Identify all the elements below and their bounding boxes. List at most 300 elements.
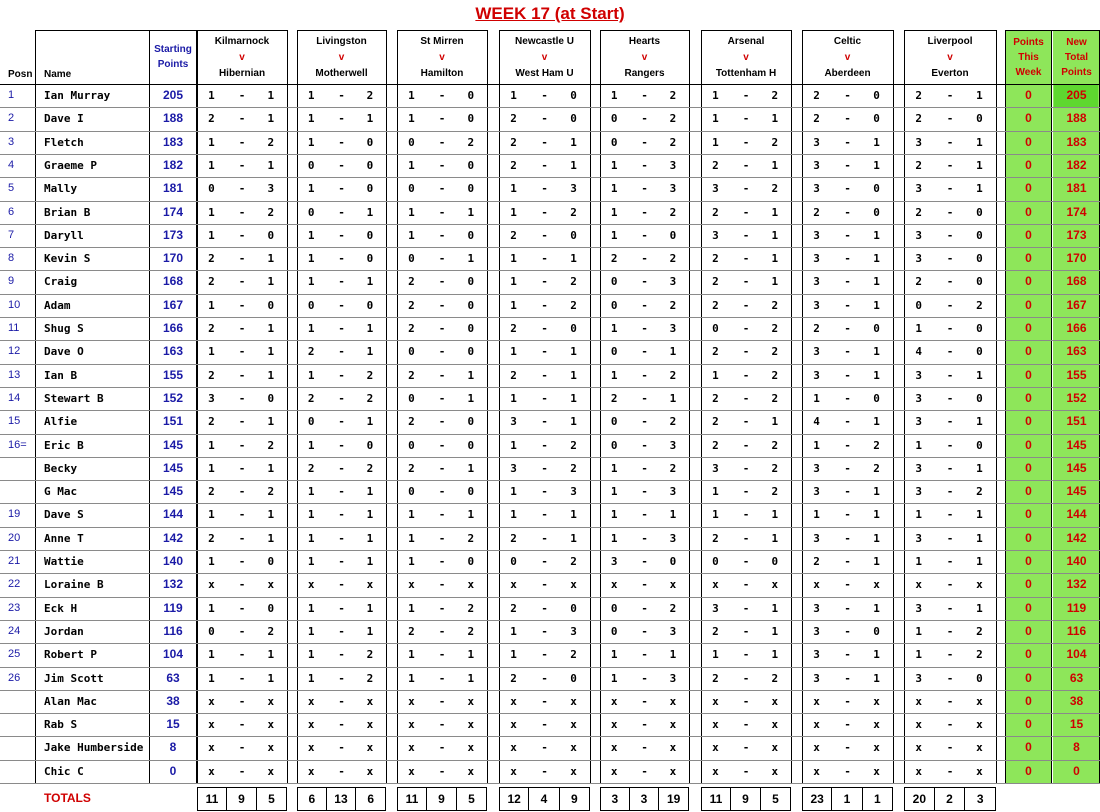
row-pred-away: 0 [873,89,880,102]
row-pred-home: x [408,764,415,778]
row-pred-away: x [366,764,374,778]
row-pred-home: 1 [610,461,618,475]
grid-top-line [197,30,287,31]
row-pred-dash: - [946,415,954,429]
row-pred-away: 1 [366,601,374,615]
row-pred-home: 1 [813,438,820,452]
row-pred-home: 3 [813,624,820,638]
row-points-this-week: 0 [1025,111,1032,126]
row-name: Craig [44,275,78,289]
row-pred-dash: - [541,158,548,172]
row-pred-home: 0 [610,298,618,312]
row-pred-home: 3 [610,555,618,568]
row-pred-dash: - [541,182,548,196]
row-pred-away: 1 [570,415,577,429]
grid-top-line [397,30,487,31]
row-name: Jordan [44,624,84,638]
row-pred-away: 3 [267,182,275,196]
row-pred-home: x [712,718,719,732]
grid-vline [996,30,997,783]
row-pred-dash: - [438,89,446,102]
row-pred-home: 0 [408,252,415,266]
row-pred-dash: - [641,601,648,615]
row-pred-home: 0 [408,438,415,452]
row-pred-dash: - [438,764,446,778]
row-pred-dash: - [338,601,345,615]
row-pred-dash: - [238,718,246,732]
row-pred-dash: - [338,135,345,149]
fixture-away-5: Tottenham H [715,68,777,79]
row-pred-dash: - [742,275,750,289]
row-pred-away: 2 [669,298,677,312]
row-pred-dash: - [946,694,954,708]
row-pred-away: 1 [267,531,275,545]
row-pred-dash: - [641,322,648,335]
row-pred-home: 1 [208,461,215,475]
row-pred-dash: - [438,531,446,545]
row-pred-dash: - [438,648,446,662]
row-pred-away: 1 [873,345,880,359]
row-pred-home: 0 [610,624,618,638]
row-pred-home: 1 [307,135,315,149]
row-starting-points: 151 [162,414,184,429]
row-pred-away: 1 [771,601,779,615]
row-pred-home: 0 [610,275,618,289]
row-pred-away: 2 [669,415,677,429]
row-name: Alfie [44,415,78,429]
row-starting-points: 152 [162,390,184,405]
row-pred-away: 1 [570,252,577,266]
row-pred-away: 1 [771,112,779,126]
row-name: Becky [44,461,78,475]
row-pred-home: 1 [510,345,517,359]
row-new-total-points: 166 [1066,321,1087,335]
row-pred-away: 2 [669,89,677,102]
row-pred-away: x [976,741,983,755]
row-pred-away: 2 [771,135,779,149]
row-pred-away: x [366,741,374,755]
row-pred-home: 2 [712,275,719,289]
row-pred-home: 1 [915,322,923,335]
row-pred-away: 0 [570,89,577,102]
row-pred-dash: - [844,368,851,382]
row-pred-home: 1 [510,391,517,405]
totals-cell: 23 [802,787,832,811]
fixture-vs-6: v [844,52,851,63]
row-pred-away: 2 [771,391,779,405]
row-pred-dash: - [238,531,246,545]
row-posn: 10 [8,298,21,311]
row-pred-away: x [570,578,577,592]
fixture-home-6: Celtic [833,36,862,47]
row-name: Eric B [44,438,84,452]
row-points-this-week: 0 [1025,530,1032,545]
row-pred-home: 1 [510,89,517,102]
row-pred-away: 1 [467,461,475,475]
row-pred-dash: - [946,298,954,312]
row-pred-away: 0 [467,322,475,335]
row-points-this-week: 0 [1025,88,1032,102]
row-pred-home: 1 [610,89,618,102]
row-pred-dash: - [541,718,548,732]
row-pred-away: 2 [267,205,275,219]
row-pred-away: 1 [570,345,577,359]
totals-label: TOTALS [44,791,91,805]
row-pred-home: 3 [915,391,923,405]
row-new-total-points: 205 [1066,88,1087,102]
row-pred-dash: - [541,694,548,708]
row-points-this-week: 0 [1025,600,1032,615]
row-pred-away: 0 [570,112,577,126]
grid-vline [287,30,288,783]
row-pred-dash: - [541,624,548,638]
row-pred-dash: - [844,578,851,592]
row-pred-home: x [408,694,415,708]
row-pred-home: 2 [915,205,923,219]
row-pred-away: 1 [873,601,880,615]
row-pred-dash: - [742,508,750,522]
row-pred-away: x [873,741,880,755]
row-pred-dash: - [541,298,548,312]
row-pred-dash: - [844,741,851,755]
row-pred-away: 1 [267,112,275,126]
row-pred-dash: - [946,718,954,732]
grid-vline [791,30,792,783]
row-pred-away: 1 [771,252,779,266]
row-pred-away: 1 [669,648,677,662]
row-pred-home: 2 [510,135,517,149]
row-pred-home: 1 [307,228,315,242]
row-pred-dash: - [946,531,954,545]
row-pred-away: x [669,718,677,732]
row-pred-dash: - [641,671,648,685]
row-pred-away: 1 [267,368,275,382]
row-pred-dash: - [438,345,446,359]
row-pred-away: x [267,694,275,708]
row-pred-home: 2 [712,624,719,638]
row-pred-home: 2 [208,112,215,126]
row-posn [8,457,38,480]
row-name: Rab S [44,718,78,732]
row-pred-dash: - [541,438,548,452]
row-pred-dash: - [541,601,548,615]
row-pred-away: 1 [570,531,577,545]
row-starting-points: 145 [162,460,184,475]
row-points-this-week: 0 [1025,740,1032,755]
row-pred-away: 2 [570,555,577,568]
row-posn: 20 [8,531,21,544]
row-pred-away: 1 [366,624,374,638]
row-pred-away: 1 [976,415,983,429]
row-pred-dash: - [238,601,246,615]
row-pred-home: 1 [307,671,315,685]
row-pred-home: 2 [510,671,517,685]
row-pred-dash: - [541,89,548,102]
row-pred-dash: - [641,135,648,149]
row-pred-dash: - [844,158,851,172]
row-pred-dash: - [742,485,750,499]
fixture-vs-4: v [641,52,648,63]
row-pred-dash: - [946,89,954,102]
row-pred-away: 0 [873,322,880,335]
row-posn: 26 [8,671,21,684]
row-pred-home: 1 [712,135,719,149]
row-pred-away: 1 [976,555,983,568]
totals-cell: 2 [935,787,966,811]
row-name: Dave I [44,112,84,126]
row-pred-dash: - [238,671,246,685]
row-new-total-points: 168 [1066,274,1087,289]
row-pred-dash: - [844,555,851,568]
row-pred-away: 0 [467,112,475,126]
row-pred-away: 0 [467,158,475,172]
row-pred-away: 2 [669,205,677,219]
fixture-home-2: St Mirren [420,36,464,47]
row-pred-home: 0 [208,182,215,196]
row-posn: 12 [8,345,21,358]
row-pred-home: 2 [208,368,215,382]
row-name: Alan Mac [44,694,97,708]
row-pred-away: x [570,718,577,732]
row-pred-away: 1 [366,322,374,335]
row-new-total-points: 15 [1069,717,1084,732]
row-pred-home: 0 [510,555,517,568]
row-posn: 7 [8,228,15,241]
row-pred-away: 3 [669,438,677,452]
totals-cell: 5 [457,787,487,811]
row-pred-dash: - [641,531,648,545]
row-pred-dash: - [844,508,851,522]
row-pred-away: 0 [976,112,983,126]
row-pred-home: 1 [307,508,315,522]
row-pred-away: 2 [771,89,779,102]
row-pred-dash: - [541,461,548,475]
row-pred-away: x [771,741,779,755]
row-pred-away: 0 [366,228,374,242]
row-pred-away: 3 [669,158,677,172]
totals-cell: 11 [197,787,227,811]
row-starting-points: 155 [162,367,184,382]
fixture-vs-1: v [338,52,345,63]
row-pred-home: x [915,694,923,708]
row-pred-home: 2 [610,391,618,405]
row-pred-dash: - [238,485,246,499]
row-pred-dash: - [338,508,345,522]
row-points-this-week: 0 [1025,134,1032,149]
row-pred-home: 1 [610,368,618,382]
row-pred-home: 1 [208,228,215,242]
row-pred-away: 0 [366,438,374,452]
row-name: Robert P [44,648,97,662]
row-pred-dash: - [438,718,446,732]
totals-cell: 1 [832,787,862,811]
row-pred-dash: - [238,741,246,755]
row-pred-home: 1 [208,89,215,102]
grid-vline [297,30,298,783]
row-pred-home: 3 [915,135,923,149]
row-pred-home: 3 [712,461,719,475]
row-pred-away: 1 [976,135,983,149]
row-pred-away: 0 [976,391,983,405]
row-pred-home: 1 [813,391,820,405]
row-pred-dash: - [238,345,246,359]
row-pred-away: 0 [467,275,475,289]
row-pred-dash: - [844,298,851,312]
row-pred-home: 2 [208,531,215,545]
row-pred-away: x [771,718,779,732]
row-pred-dash: - [844,228,851,242]
row-pred-dash: - [541,531,548,545]
row-pred-away: 2 [267,438,275,452]
row-pred-home: 2 [408,322,415,335]
row-pred-dash: - [946,578,954,592]
row-pred-away: 1 [976,89,983,102]
row-pred-away: 2 [467,601,475,615]
row-pred-away: 0 [976,322,983,335]
row-pred-home: 1 [510,438,517,452]
row-pred-away: x [976,694,983,708]
grid-vline [893,30,894,783]
row-starting-points: 140 [162,554,184,568]
row-pred-away: 2 [771,182,779,196]
row-pred-home: 2 [307,461,315,475]
row-pred-dash: - [238,112,246,126]
row-pred-away: 1 [873,158,880,172]
row-pred-away: 2 [467,624,475,638]
row-pred-away: 1 [267,648,275,662]
row-pred-dash: - [238,391,246,405]
row-pred-away: 0 [873,205,880,219]
row-pred-dash: - [641,555,648,568]
row-pred-dash: - [641,205,648,219]
row-pred-dash: - [844,391,851,405]
row-pred-away: 2 [669,252,677,266]
row-pred-home: 2 [208,415,215,429]
grid-top-line [802,30,893,31]
row-pred-dash: - [844,345,851,359]
row-pred-home: 3 [813,531,820,545]
row-new-total-points: 151 [1066,414,1087,429]
row-pred-home: 3 [915,368,923,382]
row-pred-away: 1 [467,205,475,219]
row-pred-dash: - [338,555,345,568]
row-pred-dash: - [238,252,246,266]
row-pred-home: 1 [307,648,315,662]
row-posn [8,480,38,503]
row-pred-dash: - [438,624,446,638]
row-pred-away: 1 [570,391,577,405]
row-pred-away: x [873,764,880,778]
row-pred-dash: - [238,624,246,638]
row-pred-dash: - [641,461,648,475]
row-posn: 2 [8,112,15,125]
row-pred-away: x [771,578,779,592]
row-new-total-points: 167 [1066,297,1087,312]
row-pred-dash: - [844,485,851,499]
row-pred-home: 3 [915,415,923,429]
row-pred-dash: - [238,438,246,452]
row-points-this-week: 0 [1025,554,1032,568]
row-pred-dash: - [742,601,750,615]
row-posn: 25 [8,648,21,661]
grid-vline [600,30,601,783]
row-pred-dash: - [742,112,750,126]
row-pred-dash: - [541,368,548,382]
row-points-this-week: 0 [1025,321,1032,335]
row-pred-home: 0 [408,182,415,196]
row-pred-home: 2 [915,89,923,102]
row-pred-dash: - [742,345,750,359]
row-pred-dash: - [946,112,954,126]
row-pred-home: 2 [915,158,923,172]
row-pred-away: 1 [873,485,880,499]
row-points-this-week: 0 [1025,344,1032,359]
row-pred-home: x [610,578,618,592]
row-starting-points: 174 [162,204,184,219]
row-pred-away: 2 [366,391,374,405]
row-pred-dash: - [338,112,345,126]
row-pred-dash: - [438,694,446,708]
row-pred-away: 1 [366,415,374,429]
row-posn: 22 [8,578,21,591]
row-posn [8,690,38,713]
row-pred-away: 0 [366,135,374,149]
row-pred-home: 1 [408,228,415,242]
row-pred-away: 1 [873,671,880,685]
row-pred-home: 1 [712,485,719,499]
row-pred-home: 2 [510,322,517,335]
row-pred-away: 0 [366,182,374,196]
row-pred-home: 0 [712,555,719,568]
row-pred-dash: - [946,461,954,475]
row-pred-home: x [208,578,215,592]
row-pred-away: 2 [976,298,983,312]
row-pred-home: x [813,741,820,755]
row-pred-dash: - [641,764,648,778]
row-pred-dash: - [641,275,648,289]
row-starting-points: 119 [163,600,183,615]
row-pred-away: 1 [366,205,374,219]
row-pred-home: 0 [712,322,719,335]
row-starting-points: 205 [162,88,184,102]
row-pred-dash: - [844,112,851,126]
row-pred-home: 3 [915,485,923,499]
row-pred-away: 2 [771,461,779,475]
row-pred-home: x [408,741,415,755]
row-points-this-week: 0 [1025,693,1032,708]
row-pred-home: 2 [510,112,517,126]
row-pred-home: 1 [208,648,215,662]
row-pred-away: 1 [267,322,275,335]
row-pred-away: 3 [669,182,677,196]
row-pred-dash: - [438,438,446,452]
row-pred-home: 3 [712,228,719,242]
row-pred-dash: - [238,275,246,289]
row-pred-home: 1 [208,205,215,219]
row-pred-away: 1 [366,508,374,522]
row-pred-away: 1 [366,531,374,545]
row-pred-away: 0 [267,391,275,405]
row-pred-home: 1 [408,89,415,102]
row-name: Wattie [44,555,84,568]
row-pred-home: 3 [813,182,820,196]
row-pred-home: 1 [510,298,517,312]
row-posn: 21 [8,555,21,567]
row-pred-dash: - [338,485,345,499]
row-pred-away: 2 [570,438,577,452]
row-new-total-points: 145 [1066,484,1087,499]
row-pred-dash: - [541,112,548,126]
